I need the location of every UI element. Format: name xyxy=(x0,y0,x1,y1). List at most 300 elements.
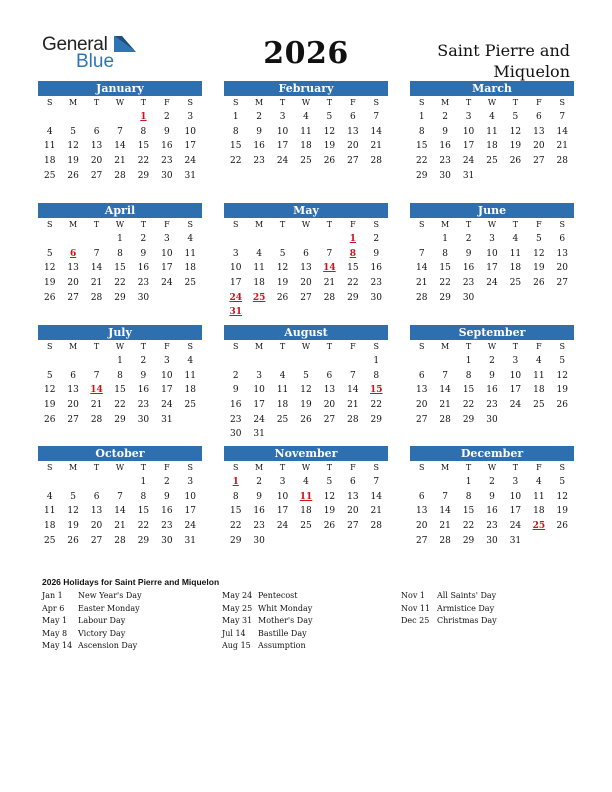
day-cell: 27 xyxy=(347,156,359,167)
day-cell: 20 xyxy=(556,263,568,274)
holiday-day-cell: 15 xyxy=(370,385,383,396)
day-cell: 17 xyxy=(184,506,196,517)
weekday-label: T xyxy=(465,220,472,229)
day-cell: 11 xyxy=(509,248,522,259)
weekday-label: S xyxy=(373,220,380,229)
weekday-label: S xyxy=(46,342,53,351)
day-cell: 12 xyxy=(43,263,56,274)
month-grid xyxy=(224,218,388,320)
day-cell: 29 xyxy=(462,535,475,546)
day-cell: 29 xyxy=(137,170,150,181)
day-cell: 8 xyxy=(232,126,239,137)
day-cell: 23 xyxy=(137,400,150,411)
day-cell: 8 xyxy=(442,248,448,259)
country-title-line1: Saint Pierre and xyxy=(437,41,570,60)
day-cell: 9 xyxy=(489,491,495,502)
day-cell: 3 xyxy=(465,112,472,122)
day-cell: 14 xyxy=(90,263,103,274)
weekday-label: M xyxy=(441,342,450,351)
day-cell: 20 xyxy=(415,400,428,411)
day-cell: 18 xyxy=(509,263,522,274)
holiday-date: May 1 xyxy=(42,616,68,625)
day-cell: 7 xyxy=(418,248,425,259)
day-cell: 6 xyxy=(535,112,542,122)
day-cell: 10 xyxy=(161,248,173,259)
country-title xyxy=(400,40,570,82)
day-cell: 7 xyxy=(326,248,333,259)
day-cell: 12 xyxy=(300,385,312,396)
day-cell: 26 xyxy=(43,414,56,425)
holiday-day-cell: 25 xyxy=(252,292,266,303)
day-cell: 7 xyxy=(349,370,356,381)
weekday-label: S xyxy=(559,98,566,107)
day-cell: 6 xyxy=(326,370,333,381)
holiday-name: Pentecost xyxy=(258,591,298,600)
country-title-line2: Miquelon xyxy=(493,62,570,81)
day-cell: 19 xyxy=(533,263,545,274)
day-cell: 21 xyxy=(415,278,428,289)
empty-cell xyxy=(38,232,61,247)
day-cell: 9 xyxy=(489,370,495,381)
day-cell: 3 xyxy=(489,234,495,244)
month-header: July xyxy=(38,325,202,340)
day-cell: 7 xyxy=(373,112,380,122)
month-july xyxy=(38,325,202,427)
empty-cell xyxy=(318,354,341,369)
day-cell: 23 xyxy=(161,521,173,532)
day-cell: 6 xyxy=(303,248,309,259)
day-cell: 5 xyxy=(303,370,309,381)
day-cell: 9 xyxy=(232,385,239,396)
weekday-label: T xyxy=(279,98,286,107)
day-cell: 1 xyxy=(465,477,472,487)
day-cell: 10 xyxy=(509,491,522,502)
day-cell: 30 xyxy=(439,170,451,181)
empty-cell xyxy=(85,354,108,369)
day-cell: 9 xyxy=(256,491,262,502)
month-grid xyxy=(38,461,202,548)
day-cell: 24 xyxy=(276,521,289,532)
day-cell: 21 xyxy=(370,141,382,152)
weekday-label: T xyxy=(140,463,147,472)
day-cell: 28 xyxy=(415,292,428,303)
logo-text-general: General xyxy=(42,34,108,55)
day-cell: 19 xyxy=(67,156,79,167)
month-grid xyxy=(410,340,574,427)
day-cell: 21 xyxy=(556,141,568,152)
day-cell: 25 xyxy=(533,400,545,411)
holiday-date: May 25 xyxy=(222,603,253,613)
day-cell: 21 xyxy=(370,506,382,517)
day-cell: 17 xyxy=(229,278,242,289)
weekday-label: M xyxy=(69,220,78,229)
day-cell: 6 xyxy=(93,491,100,502)
day-cell: 31 xyxy=(161,414,173,425)
weekday-label: T xyxy=(140,220,147,229)
day-cell: 26 xyxy=(509,156,522,167)
day-cell: 22 xyxy=(415,156,428,167)
weekday-label: F xyxy=(536,98,542,107)
day-cell: 13 xyxy=(90,141,103,152)
day-cell: 3 xyxy=(256,370,262,381)
holiday-name: Easter Monday xyxy=(78,603,140,613)
weekday-label: S xyxy=(46,220,53,229)
day-cell: 23 xyxy=(439,156,451,167)
day-cell: 2 xyxy=(465,234,472,244)
day-cell: 23 xyxy=(161,156,173,167)
month-grid xyxy=(38,96,202,183)
holiday-day-cell: 11 xyxy=(299,491,313,502)
day-cell: 10 xyxy=(462,126,475,137)
day-cell: 19 xyxy=(509,141,522,152)
day-cell: 18 xyxy=(253,278,265,289)
holiday-name: Bastille Day xyxy=(258,628,307,638)
day-cell: 16 xyxy=(439,141,451,152)
day-cell: 23 xyxy=(229,414,242,425)
day-cell: 17 xyxy=(509,506,522,517)
day-cell: 9 xyxy=(140,248,147,259)
day-cell: 25 xyxy=(184,278,196,289)
day-cell: 4 xyxy=(187,234,194,244)
day-cell: 24 xyxy=(184,156,196,167)
day-cell: 13 xyxy=(90,506,103,517)
weekday-label: M xyxy=(69,342,78,351)
month-header: May xyxy=(224,203,388,218)
day-cell: 2 xyxy=(256,112,262,122)
day-cell: 24 xyxy=(161,278,173,289)
holidays-title: 2026 Holidays for Saint Pierre and Miquelon xyxy=(42,577,220,587)
day-cell: 19 xyxy=(67,521,79,532)
empty-cell xyxy=(108,110,131,125)
day-cell: 28 xyxy=(439,535,451,546)
day-cell: 20 xyxy=(300,278,312,289)
day-cell: 18 xyxy=(43,156,56,167)
day-cell: 3 xyxy=(512,477,519,487)
day-cell: 2 xyxy=(232,370,239,381)
day-cell: 4 xyxy=(279,370,286,381)
empty-cell xyxy=(247,354,270,369)
day-cell: 19 xyxy=(323,506,336,517)
month-march xyxy=(410,81,574,183)
weekday-label: T xyxy=(279,342,286,351)
day-cell: 29 xyxy=(439,292,451,303)
holiday-row xyxy=(401,590,497,603)
month-grid xyxy=(410,96,574,183)
empty-cell xyxy=(410,475,433,490)
weekday-label: W xyxy=(487,342,497,351)
day-cell: 28 xyxy=(90,414,103,425)
day-cell: 24 xyxy=(184,521,196,532)
day-cell: 30 xyxy=(253,535,265,546)
day-cell: 4 xyxy=(46,126,53,137)
weekday-label: T xyxy=(279,220,286,229)
month-header: June xyxy=(410,203,574,218)
day-cell: 8 xyxy=(117,248,123,259)
holiday-day-cell: 1 xyxy=(232,477,239,487)
day-cell: 15 xyxy=(114,385,126,396)
day-cell: 27 xyxy=(556,278,568,289)
weekday-label: T xyxy=(512,342,519,351)
day-cell: 1 xyxy=(465,356,472,366)
day-cell: 11 xyxy=(533,370,545,381)
day-cell: 7 xyxy=(442,370,448,381)
empty-cell xyxy=(224,354,247,369)
holiday-day-cell: 14 xyxy=(90,385,103,396)
day-cell: 28 xyxy=(370,156,382,167)
holiday-date: May 8 xyxy=(42,628,68,638)
day-cell: 22 xyxy=(137,521,150,532)
day-cell: 5 xyxy=(512,112,519,122)
day-cell: 21 xyxy=(439,521,451,532)
weekday-label: M xyxy=(441,220,450,229)
day-cell: 18 xyxy=(300,506,312,517)
day-cell: 10 xyxy=(276,491,289,502)
day-cell: 21 xyxy=(439,400,451,411)
weekday-label: T xyxy=(93,220,100,229)
day-cell: 13 xyxy=(347,491,359,502)
day-cell: 4 xyxy=(303,112,309,122)
day-cell: 27 xyxy=(347,521,359,532)
day-cell: 10 xyxy=(509,370,522,381)
holiday-date: Apr 6 xyxy=(42,603,65,613)
day-cell: 6 xyxy=(349,477,356,487)
month-header: February xyxy=(224,81,388,96)
holiday-row xyxy=(401,615,497,628)
holiday-date: May 24 xyxy=(222,591,253,600)
weekday-label: F xyxy=(164,342,170,351)
day-cell: 20 xyxy=(67,278,79,289)
day-cell: 25 xyxy=(184,400,196,411)
day-cell: 27 xyxy=(67,414,79,425)
day-cell: 13 xyxy=(323,385,336,396)
day-cell: 14 xyxy=(114,506,126,517)
day-cell: 6 xyxy=(93,126,100,137)
day-cell: 25 xyxy=(43,535,56,546)
day-cell: 7 xyxy=(117,491,123,502)
month-header: March xyxy=(410,81,574,96)
day-cell: 23 xyxy=(253,156,265,167)
day-cell: 31 xyxy=(462,170,475,181)
weekday-label: S xyxy=(187,98,194,107)
day-cell: 5 xyxy=(46,370,53,381)
day-cell: 8 xyxy=(117,370,123,381)
day-cell: 11 xyxy=(184,370,196,381)
day-cell: 18 xyxy=(533,385,545,396)
day-cell: 16 xyxy=(462,263,475,274)
weekday-label: W xyxy=(301,220,311,229)
month-grid xyxy=(38,218,202,305)
empty-cell xyxy=(61,232,84,247)
day-cell: 19 xyxy=(43,278,56,289)
day-cell: 1 xyxy=(117,356,123,366)
day-cell: 15 xyxy=(114,263,126,274)
month-grid xyxy=(224,96,388,169)
month-grid xyxy=(38,340,202,427)
day-cell: 13 xyxy=(415,506,428,517)
empty-cell xyxy=(271,354,294,369)
weekday-label: S xyxy=(373,98,380,107)
weekday-label: T xyxy=(512,463,519,472)
day-cell: 26 xyxy=(533,278,545,289)
day-cell: 9 xyxy=(256,126,262,137)
empty-cell xyxy=(410,232,433,247)
day-cell: 28 xyxy=(114,170,126,181)
day-cell: 25 xyxy=(300,521,312,532)
day-cell: 4 xyxy=(46,491,53,502)
day-cell: 11 xyxy=(253,263,265,274)
day-cell: 11 xyxy=(533,491,545,502)
holiday-name: All Saints' Day xyxy=(437,591,497,600)
day-cell: 22 xyxy=(114,400,126,411)
day-cell: 30 xyxy=(229,429,242,440)
holiday-date: May 31 xyxy=(222,616,253,625)
day-cell: 3 xyxy=(279,477,286,487)
day-cell: 29 xyxy=(462,414,475,425)
day-cell: 30 xyxy=(137,292,150,303)
day-cell: 27 xyxy=(90,535,103,546)
day-cell: 2 xyxy=(489,477,495,487)
day-cell: 29 xyxy=(114,292,126,303)
weekday-label: F xyxy=(350,342,356,351)
weekday-label: M xyxy=(69,463,78,472)
month-grid xyxy=(224,340,388,442)
day-cell: 15 xyxy=(137,141,150,152)
day-cell: 18 xyxy=(184,263,196,274)
weekday-label: F xyxy=(350,463,356,472)
empty-cell xyxy=(318,232,341,247)
holiday-row xyxy=(222,628,312,641)
day-cell: 16 xyxy=(137,263,150,274)
holiday-row xyxy=(222,603,312,616)
day-cell: 30 xyxy=(161,535,173,546)
day-cell: 3 xyxy=(187,477,194,487)
day-cell: 17 xyxy=(184,141,196,152)
day-cell: 2 xyxy=(140,234,147,244)
weekday-label: T xyxy=(326,98,333,107)
day-cell: 12 xyxy=(43,385,56,396)
day-cell: 4 xyxy=(256,248,262,259)
day-cell: 5 xyxy=(279,248,286,259)
month-april xyxy=(38,203,202,305)
day-cell: 1 xyxy=(442,234,448,244)
day-cell: 7 xyxy=(442,491,448,502)
day-cell: 28 xyxy=(439,414,451,425)
weekday-label: M xyxy=(255,463,264,472)
month-grid xyxy=(410,461,574,548)
day-cell: 16 xyxy=(370,263,382,274)
day-cell: 24 xyxy=(161,400,173,411)
weekday-label: T xyxy=(465,98,472,107)
day-cell: 5 xyxy=(46,248,53,259)
day-cell: 21 xyxy=(323,278,336,289)
day-cell: 14 xyxy=(439,506,451,517)
day-cell: 18 xyxy=(486,141,498,152)
day-cell: 2 xyxy=(163,112,170,122)
day-cell: 10 xyxy=(276,126,289,137)
day-cell: 11 xyxy=(486,126,498,137)
weekday-label: M xyxy=(255,220,264,229)
day-cell: 24 xyxy=(509,521,522,532)
month-december xyxy=(410,446,574,548)
month-may xyxy=(224,203,388,320)
day-cell: 5 xyxy=(326,477,333,487)
day-cell: 22 xyxy=(462,521,475,532)
month-november xyxy=(224,446,388,548)
day-cell: 31 xyxy=(509,535,522,546)
weekday-label: S xyxy=(232,342,239,351)
holiday-row xyxy=(222,640,312,653)
day-cell: 20 xyxy=(347,506,359,517)
day-cell: 23 xyxy=(486,400,498,411)
day-cell: 26 xyxy=(323,156,336,167)
day-cell: 2 xyxy=(442,112,448,122)
day-cell: 8 xyxy=(373,370,380,381)
holiday-row xyxy=(42,590,142,603)
day-cell: 23 xyxy=(370,278,382,289)
day-cell: 11 xyxy=(43,506,56,517)
day-cell: 11 xyxy=(184,248,196,259)
day-cell: 16 xyxy=(486,506,498,517)
day-cell: 21 xyxy=(114,156,126,167)
weekday-label: T xyxy=(326,220,333,229)
day-cell: 26 xyxy=(43,292,56,303)
day-cell: 12 xyxy=(323,491,336,502)
day-cell: 17 xyxy=(276,141,289,152)
day-cell: 5 xyxy=(559,477,566,487)
weekday-label: M xyxy=(441,98,450,107)
weekday-label: M xyxy=(255,342,264,351)
empty-cell xyxy=(61,475,84,490)
day-cell: 4 xyxy=(535,356,542,366)
day-cell: 18 xyxy=(300,141,312,152)
day-cell: 4 xyxy=(303,477,309,487)
day-cell: 25 xyxy=(509,278,522,289)
day-cell: 22 xyxy=(347,278,359,289)
month-header: April xyxy=(38,203,202,218)
weekday-label: M xyxy=(69,98,78,107)
day-cell: 15 xyxy=(415,141,428,152)
holiday-row xyxy=(42,628,142,641)
weekday-label: F xyxy=(536,342,542,351)
day-cell: 12 xyxy=(556,370,568,381)
day-cell: 22 xyxy=(370,400,382,411)
weekday-label: S xyxy=(232,220,239,229)
day-cell: 20 xyxy=(90,521,103,532)
day-cell: 11 xyxy=(300,126,312,137)
weekday-label: T xyxy=(512,220,519,229)
empty-cell xyxy=(410,354,433,369)
weekday-label: W xyxy=(115,342,125,351)
day-cell: 10 xyxy=(253,385,265,396)
day-cell: 15 xyxy=(462,506,475,517)
day-cell: 17 xyxy=(276,506,289,517)
day-cell: 3 xyxy=(163,234,170,244)
day-cell: 24 xyxy=(509,400,522,411)
empty-cell xyxy=(38,110,61,125)
day-cell: 21 xyxy=(347,400,359,411)
day-cell: 3 xyxy=(512,356,519,366)
day-cell: 27 xyxy=(90,170,103,181)
day-cell: 24 xyxy=(462,156,475,167)
day-cell: 20 xyxy=(533,141,545,152)
weekday-label: S xyxy=(418,220,425,229)
weekday-label: S xyxy=(418,98,425,107)
empty-cell xyxy=(224,232,247,247)
day-cell: 9 xyxy=(140,370,147,381)
day-cell: 28 xyxy=(114,535,126,546)
holiday-day-cell: 6 xyxy=(70,248,77,259)
day-cell: 19 xyxy=(276,278,289,289)
